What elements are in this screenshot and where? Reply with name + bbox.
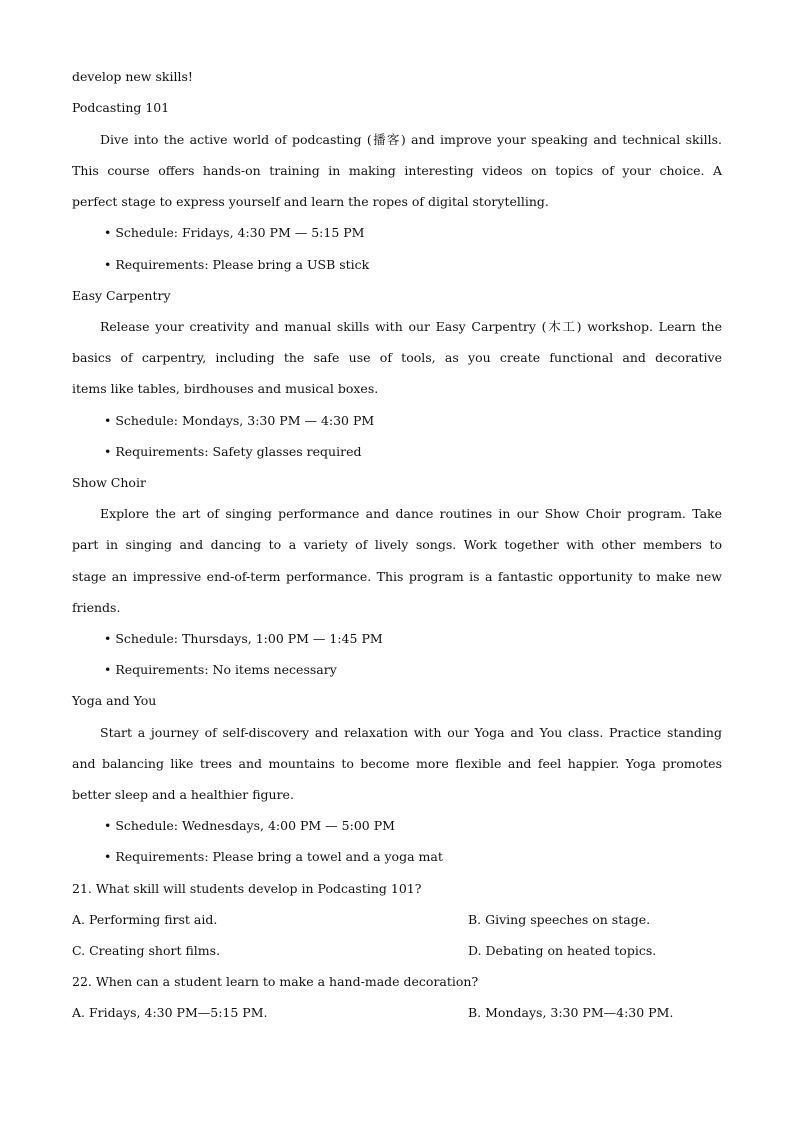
course-title-podcasting: Podcasting 101 xyxy=(72,100,170,115)
course-desc-line: perfect stage to express yourself and learn the ropes of digital storytelling. xyxy=(72,194,549,209)
course-desc-line: items like tables, birdhouses and musical boxes. xyxy=(72,381,379,396)
course-desc-line: This course offers hands-on training in making interesting videos on topics of your choice. A xyxy=(72,163,722,178)
course-desc-line: Explore the art of singing performance and dance routines in our Show Choir program. Take xyxy=(100,506,722,521)
option-d: D. Debating on heated topics. xyxy=(468,943,657,958)
question-stem: 21. What skill will students develop in Podcasting 101? xyxy=(72,881,422,896)
course-desc-line: stage an impressive end-of-term performance. This program is a fantastic opportunity to make new xyxy=(72,569,722,584)
question-option-row xyxy=(72,912,722,928)
course-desc-line: Dive into the active world of podcasting (播客) and improve your speaking and technical skills. xyxy=(100,132,722,147)
question-option-row xyxy=(72,1005,722,1021)
course-requirements: • Requirements: Please bring a USB stick xyxy=(104,257,370,272)
option-b: B. Giving speeches on stage. xyxy=(468,912,651,927)
question-stem: 22. When can a student learn to make a hand-made decoration? xyxy=(72,974,479,989)
option-b: B. Mondays, 3:30 PM—4:30 PM. xyxy=(468,1005,674,1020)
course-title-yoga: Yoga and You xyxy=(72,693,157,708)
carryover-line: develop new skills! xyxy=(72,69,193,84)
course-desc-line: and balancing like trees and mountains to become more flexible and feel happier. Yoga promotes xyxy=(72,756,722,771)
course-requirements: • Requirements: Safety glasses required xyxy=(104,444,362,459)
course-schedule: • Schedule: Mondays, 3:30 PM — 4:30 PM xyxy=(104,413,375,428)
course-desc-line: basics of carpentry, including the safe use of tools, as you create functional and decorative xyxy=(72,350,722,365)
course-desc-line: Release your creativity and manual skills with our Easy Carpentry (木工) workshop. Learn the xyxy=(100,319,722,334)
option-a: A. Performing first aid. xyxy=(72,912,218,927)
course-schedule: • Schedule: Fridays, 4:30 PM — 5:15 PM xyxy=(104,225,365,240)
course-desc-line: part in singing and dancing to a variety of lively songs. Work together with other members to xyxy=(72,537,722,552)
course-title-carpentry: Easy Carpentry xyxy=(72,288,171,303)
question-option-row xyxy=(72,943,722,959)
course-title-show-choir: Show Choir xyxy=(72,475,146,490)
course-requirements: • Requirements: No items necessary xyxy=(104,662,337,677)
course-schedule: • Schedule: Wednesdays, 4:00 PM — 5:00 PM xyxy=(104,818,395,833)
course-schedule: • Schedule: Thursdays, 1:00 PM — 1:45 PM xyxy=(104,631,383,646)
option-c: C. Creating short films. xyxy=(72,943,221,958)
course-desc-line: friends. xyxy=(72,600,121,615)
course-desc-line: better sleep and a healthier figure. xyxy=(72,787,294,802)
option-a: A. Fridays, 4:30 PM—5:15 PM. xyxy=(72,1005,268,1020)
course-desc-line: Start a journey of self-discovery and relaxation with our Yoga and You class. Practice standing xyxy=(100,725,722,740)
course-requirements: • Requirements: Please bring a towel and a yoga mat xyxy=(104,849,443,864)
